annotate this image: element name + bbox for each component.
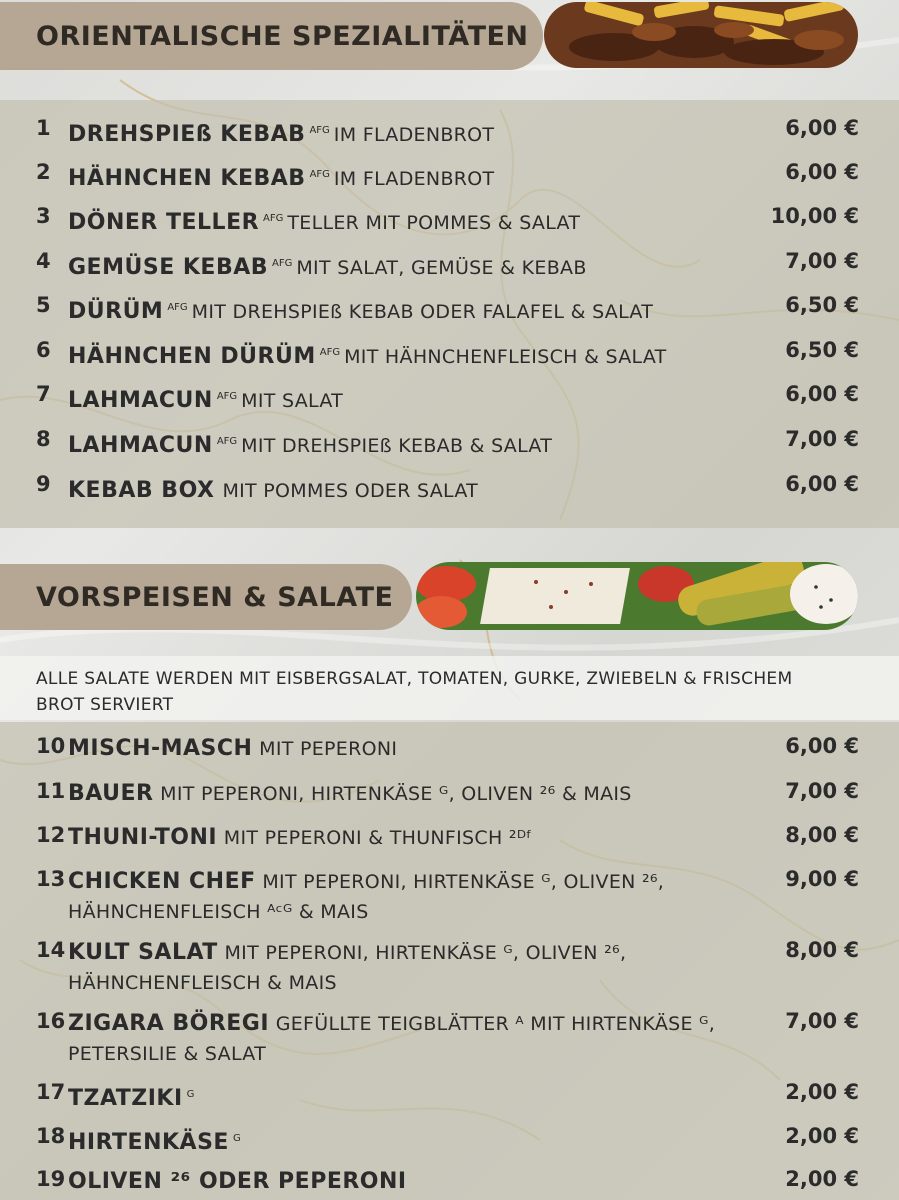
- item-name: HIRTENKÄSE: [68, 1130, 229, 1155]
- item-text: [68, 160, 748, 194]
- item-price: 7,00 €: [785, 249, 859, 273]
- item-description-line2: PETERSILIE & SALAT: [68, 1043, 266, 1065]
- allergen-code: G: [232, 1133, 241, 1144]
- item-name: HÄHNCHEN KEBAB: [68, 166, 306, 191]
- item-description: MIT PEPERONI, HIRTENKÄSE ᴳ, OLIVEN ²⁶ & MAIS: [160, 783, 632, 805]
- item-price: 6,00 €: [785, 116, 859, 140]
- allergen-code: AFG: [272, 258, 293, 269]
- item-name: LAHMACUN: [68, 388, 213, 413]
- item-number: 18: [36, 1124, 66, 1148]
- item-number: 5: [36, 293, 51, 317]
- item-text: [68, 1009, 748, 1069]
- item-text: [68, 249, 748, 283]
- item-price: 10,00 €: [770, 204, 859, 228]
- menu-item: [0, 249, 899, 279]
- item-name: GEMÜSE KEBAB: [68, 255, 269, 280]
- item-price: 8,00 €: [785, 823, 859, 847]
- item-text: [68, 116, 748, 150]
- section-title: VORSPEISEN & SALATE: [36, 581, 394, 613]
- item-text: [68, 338, 748, 372]
- item-price: 2,00 €: [785, 1124, 859, 1148]
- item-name: THUNI-TONI: [68, 825, 218, 850]
- item-text: [68, 867, 748, 927]
- item-number: 11: [36, 779, 66, 803]
- item-name: DREHSPIEß KEBAB: [68, 122, 306, 147]
- item-number: 6: [36, 338, 51, 362]
- item-description: MIT SALAT: [241, 390, 344, 412]
- item-price: 6,00 €: [785, 382, 859, 406]
- item-number: 17: [36, 1080, 66, 1104]
- item-description: MIT PEPERONI, HIRTENKÄSE ᴳ, OLIVEN ²⁶,: [224, 942, 627, 964]
- allergen-code: AFG: [216, 391, 238, 402]
- item-name: BAUER: [68, 781, 154, 806]
- allergen-code: AFG: [263, 213, 284, 224]
- section-title: ORIENTALISCHE SPEZIALITÄTEN: [36, 20, 529, 52]
- item-number: 1: [36, 116, 51, 140]
- menu-item: [0, 338, 899, 368]
- item-number: 4: [36, 249, 51, 273]
- item-text: [68, 293, 748, 327]
- item-text: [68, 823, 748, 853]
- item-description: MIT PEPERONI, HIRTENKÄSE ᴳ, OLIVEN ²⁶,: [262, 871, 665, 893]
- item-price: 6,50 €: [785, 338, 859, 362]
- item-name: OLIVEN ²⁶ ODER PEPERONI: [68, 1169, 407, 1194]
- menu-item: [0, 472, 899, 502]
- allergen-code: AFG: [167, 302, 188, 313]
- item-description-line2: HÄHNCHENFLEISCH ᴬᶜᴳ & MAIS: [68, 901, 369, 923]
- item-price: 9,00 €: [785, 867, 859, 891]
- item-description: IM FLADENBROT: [333, 168, 495, 190]
- item-number: 3: [36, 204, 51, 228]
- item-description: MIT SALAT, GEMÜSE & KEBAB: [296, 257, 587, 279]
- allergen-code: G: [186, 1089, 195, 1100]
- section-header-orientalische: [0, 0, 899, 76]
- item-text: [68, 1167, 748, 1196]
- item-number: 8: [36, 427, 51, 451]
- item-text: [68, 204, 748, 238]
- item-price: 6,00 €: [785, 160, 859, 184]
- item-price: 7,00 €: [785, 779, 859, 803]
- item-price: 8,00 €: [785, 938, 859, 962]
- item-name: CHICKEN CHEF: [68, 869, 256, 894]
- item-number: 9: [36, 472, 51, 496]
- section-title-pill: [0, 564, 412, 630]
- item-number: 16: [36, 1009, 66, 1033]
- item-name: DÖNER TELLER: [68, 210, 260, 235]
- item-description: GEFÜLLTE TEIGBLÄTTER ᴬ MIT HIRTENKÄSE ᴳ,: [275, 1013, 716, 1035]
- item-number: 19: [36, 1167, 66, 1191]
- menu-item: [0, 204, 899, 234]
- item-description: TELLER MIT POMMES & SALAT: [287, 212, 581, 234]
- item-description: MIT POMMES ODER SALAT: [222, 480, 479, 502]
- item-description: IM FLADENBROT: [333, 124, 495, 146]
- allergen-code: AFG: [216, 436, 238, 447]
- item-description: MIT PEPERONI & THUNFISCH ²ᴰᶠ: [223, 827, 533, 849]
- item-description: MIT DREHSPIEß KEBAB & SALAT: [241, 435, 553, 457]
- item-price: 7,00 €: [785, 427, 859, 451]
- salad-note: ALLE SALATE WERDEN MIT EISBERGSALAT, TOMATEN, GURKE, ZWIEBELN & FRISCHEM BROT SERVIERT: [36, 669, 793, 715]
- item-price: 6,00 €: [785, 734, 859, 758]
- menu-item: [0, 382, 899, 412]
- item-name: KEBAB BOX: [68, 478, 215, 503]
- item-description: MIT HÄHNCHENFLEISCH & SALAT: [344, 346, 667, 368]
- item-text: [68, 938, 748, 998]
- item-number: 12: [36, 823, 66, 847]
- item-name: KULT SALAT: [68, 940, 218, 965]
- item-name: DÜRÜM: [68, 299, 164, 324]
- item-text: [68, 427, 748, 461]
- item-text: [68, 1080, 748, 1113]
- item-text: [68, 779, 748, 809]
- salad-plate-image: [416, 562, 858, 630]
- item-number: 7: [36, 382, 51, 406]
- allergen-code: AFG: [309, 125, 330, 136]
- item-price: 2,00 €: [785, 1167, 859, 1191]
- item-price: 6,00 €: [785, 472, 859, 496]
- item-description: MIT DREHSPIEß KEBAB ODER FALAFEL & SALAT: [191, 301, 654, 323]
- item-text: [68, 382, 748, 416]
- item-name: TZATZIKI: [68, 1086, 183, 1111]
- item-number: 10: [36, 734, 66, 758]
- menu-item: [0, 160, 899, 190]
- item-text: [68, 472, 748, 506]
- allergen-code: AFG: [309, 169, 330, 180]
- item-text: [68, 734, 748, 764]
- item-text: [68, 1124, 748, 1157]
- item-name: HÄHNCHEN DÜRÜM: [68, 344, 316, 369]
- item-name: LAHMACUN: [68, 433, 213, 458]
- item-name: MISCH-MASCH: [68, 736, 253, 761]
- item-price: 6,50 €: [785, 293, 859, 317]
- section-header-vorspeisen: [0, 560, 899, 636]
- item-number: 2: [36, 160, 51, 184]
- menu-item: [0, 427, 899, 457]
- item-price: 7,00 €: [785, 1009, 859, 1033]
- item-number: 13: [36, 867, 66, 891]
- kebab-fries-image: [544, 2, 858, 68]
- item-price: 2,00 €: [785, 1080, 859, 1104]
- allergen-code: AFG: [319, 347, 341, 358]
- item-name: ZIGARA BÖREGI: [68, 1011, 270, 1036]
- menu-item: [0, 116, 899, 146]
- item-description: MIT PEPERONI: [259, 738, 398, 760]
- item-description-line2: HÄHNCHENFLEISCH & MAIS: [68, 972, 337, 994]
- item-number: 14: [36, 938, 66, 962]
- menu-item: [0, 293, 899, 323]
- section-title-pill: [0, 2, 543, 70]
